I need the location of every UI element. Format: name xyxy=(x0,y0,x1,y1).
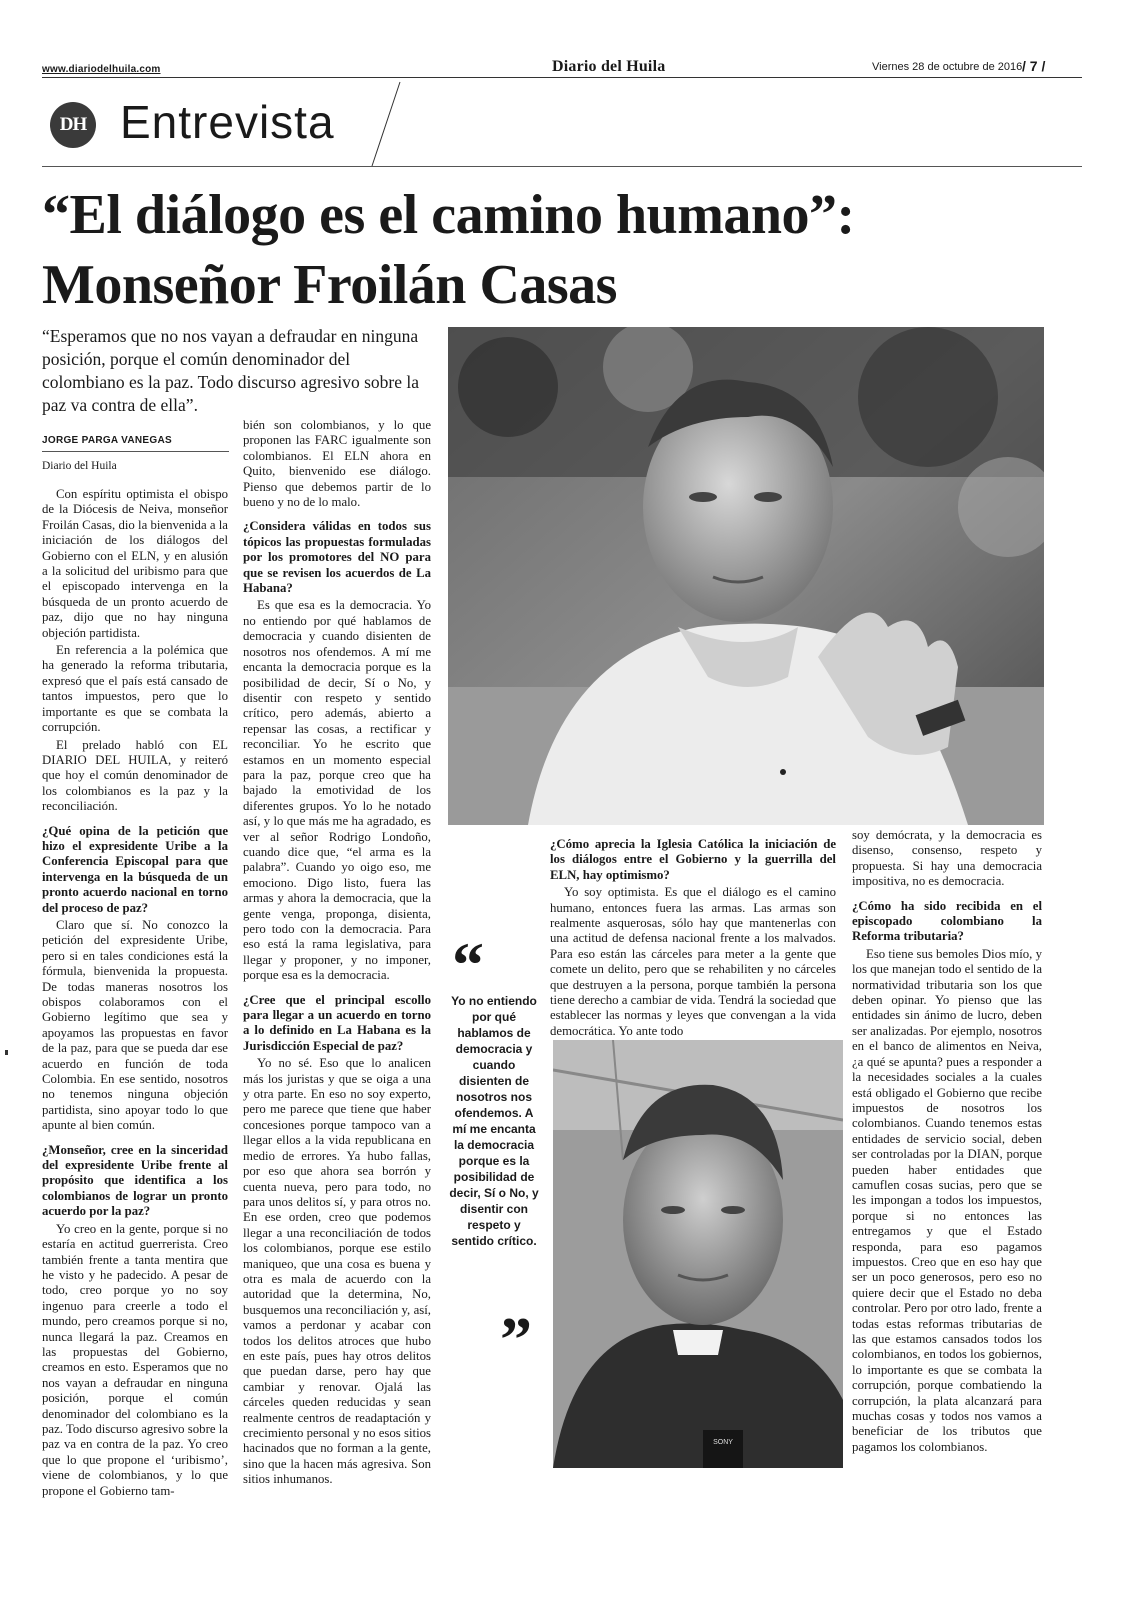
section-slash-decoration xyxy=(368,80,408,170)
pullquote-open-mark: “ xyxy=(452,929,484,1000)
article-column-3 xyxy=(550,828,836,1041)
source-credit: Diario del Huila xyxy=(42,460,117,472)
section-rule xyxy=(42,166,1082,167)
article-column-1 xyxy=(42,487,228,1501)
article-column-2 xyxy=(243,418,431,1490)
pullquote-close-mark: ” xyxy=(500,1304,532,1375)
portrait-photo-secondary xyxy=(553,1040,843,1468)
standfirst: “Esperamos que no nos vayan a defraudar en ninguna posición, porque el común denominador del colombiano es la paz. Todo discurso agresivo sobre la paz va contra de ella”. xyxy=(42,326,420,415)
headline xyxy=(42,180,1092,320)
interview-question: ¿Cree que el principal escollo para llegar a un acuerdo en torno a lo definido en La Habana es la Jurisdicción Especial de paz? xyxy=(243,992,431,1053)
issue-date: Viernes 28 de octubre de 2016 xyxy=(872,61,1023,73)
continued-paragraph: bién son colombianos, y lo que proponen las FARC igualmente son colombianos. El ELN ahora en Quito, bienvenido ese diálogo. Pienso que debemos partir de lo bueno y no de lo malo. xyxy=(243,418,431,510)
pullquote-text: Yo no entiendo por qué hablamos de democracia y cuando disienten de nosotros nos ofendemos. A mí me encanta la democracia porque es la posibilidad de decir, Sí o No, y disentir con respeto y sentido crítico. xyxy=(449,994,539,1248)
byline-rule xyxy=(42,451,229,452)
body-paragraph: Con espíritu optimista el obispo de la Diócesis de Neiva, monseñor Froilán Casas, dio la bienvenida a la iniciación de los diálogos del Gobierno con el ELN, y en alusión a la solicitud del uribismo para que el episcopado intervenga en la búsqueda de un pronto acuerdo de paz, dijo que no hay ninguna objeción partidista. xyxy=(42,487,228,640)
interview-question: ¿Monseñor, cree en la sinceridad del expresidente Uribe frente al propósito que identifica a los colombianos de lograr un pronto acuerdo por la paz? xyxy=(42,1142,228,1219)
body-paragraph: Es que esa es la democracia. Yo no entiendo por qué hablamos de democracia y cuando disienten de nosotros nos ofendemos. A mí me encanta la democracia porque es la posibilidad de decir, Sí o No, y disentir con respeto y sentido crítico, pero además, abierto a repensar las cosas, a rectificar y reconciliar. Yo he escrito que estamos en un momento especial para la paz, porque creo que ha bajado la emotividad de los diferentes grupos. Yo lo he notado así, y lo que más me ha agradado, es ver al señor Rodrigo Londoño, cuando dice que, “el arma es la palabra”. Cuando yo oigo eso, me emociono. Digo listo, fuera las armas y ahora la democracia, que la gente venga, proponga, disienta, pero todo con la democracia. Para eso está la rama legislativa, para llegar y proponer, y no imponer, porque esa es la democracia. xyxy=(243,598,431,983)
body-paragraph: Yo creo en la gente, porque si no estaría en actitud guerrerista. Creo también frente a tanta mentira que he visto y he padecido. A pesar de todo, creo porque yo no soy ingenuo para creerle a todo el mundo, pero creamos porque si no, nunca llegará la paz. Creamos en las propuestas del Gobierno, creamos en esto. Esperamos que no nos vayan a defraudar en ninguna posición, porque el común denominador del colombiano es la paz. Todo discurso agresivo sobre la paz va en contra de la paz. Yo creo que lo que propone el ‘uribismo’, viene de colombianos, y lo que propone el Gobierno tam- xyxy=(42,1221,228,1498)
body-paragraph: Claro que sí. No conozco la petición del expresidente Uribe, pero si en tales condiciones está la fórmula, bienvenida la propuesta. De todas maneras nosotros los obispos colaboramos con el Gobierno legítimo que sea y apoyamos las propuestas en favor de la paz, para que se pueda dar ese acuerdo en función de toda Colombia. En ese sentido, nosotros no tenemos ninguna objeción partidista, sino apoyar todo lo que apunte al bien común. xyxy=(42,917,228,1133)
portrait-photo-main xyxy=(448,327,1044,825)
newspaper-name: Diario del Huila xyxy=(552,58,666,75)
body-paragraph: En referencia a la polémica que ha generado la reforma tributaria, expresó que el país está cansado de tantos impuestos, pero que lo importante es que se combata la corrupción. xyxy=(42,643,228,735)
camera-brand: SONY xyxy=(713,1439,733,1446)
section-title: Entrevista xyxy=(120,96,335,148)
site-url[interactable]: www.diariodelhuila.com xyxy=(42,64,161,75)
headline-line-1: “El diálogo es el camino humano”: xyxy=(42,184,855,246)
body-paragraph: Eso tiene sus bemoles Dios mío, y los que manejan todo el sentido de la normatividad tributaria son los que deben opinar. Yo pienso que las entidades sin ánimo de lucro, deben ser analizadas. Por ejemplo, nosotros en el banco de alimentos en Neiva, ¿a qué se apunta? pues a responder a la necesidades sociales a la cuales está obligado el Gobierno que recibe impuestos de nosotros los colombianos. Cuando tenemos estas entidades de servicio social, deben ser controladas por la DIAN, porque pueden haber entidades que camuflen cosas sucias, pero que se les impongan a todos los impuestos, porque si no entonces las entregamos y que el Estado responda, para eso pagamos impuestos. Creo que en eso hay que ser un poco generosos, pero eso no quiere decir que el Estado no deba controlar. Pero por otro lado, frente a todas estas reformas tributarias de las que estamos cansados todos los colombianos, en todos los gobiernos, lo importante es que se combata la corrupción, porque combatiendo la corrupción, la plata alcanzará para muchas cosas y todos nos vamos a beneficiar de los tributos que pagamos los colombianos. xyxy=(852,946,1042,1454)
body-paragraph: Yo soy optimista. Es que el diálogo es el camino humano, entonces fuera las armas. Las armas son realmente asquerosas, sólo hay que mantenerlas con una actitud de defensa nacional frente a los malvados. Para eso están las cárceles para meter a la gente que comete un delito, pero que se rehabiliten y no cárceles que destruyen a la persona, porque también la persona tiene derecho a cambiar de vida. Tendrá la sociedad que establecer las normas y leyes que convengan a la vida democrática. Yo ante todo xyxy=(550,885,836,1038)
byline: JORGE PARGA VANEGAS xyxy=(42,435,172,446)
interview-question: ¿Considera válidas en todos sus tópicos las propuestas formuladas por los promotores del NO para que se revisen los acuerdos de La Habana? xyxy=(243,519,431,596)
interview-question: ¿Cómo aprecia la Iglesia Católica la iniciación de los diálogos entre el Gobierno y la guerrilla del ELN, hay optimismo? xyxy=(550,837,836,882)
interview-question: ¿Qué opina de la petición que hizo el expresidente Uribe a la Conferencia Episcopal para que intervenga en la búsqueda de un pronto acuerdo nacional en torno del proceso de paz? xyxy=(42,823,228,915)
masthead-rule xyxy=(42,77,1082,78)
dh-logo-icon: DH xyxy=(50,102,96,148)
body-paragraph: Yo no sé. Eso que lo analicen más los juristas y que se oiga a una y otra parte. En eso no soy experto, pero me parece que tiene que haber concesiones porque tampoco van a llegar ellos a la vida republicana en medio de errores. Ya hubo fallas, por eso que ahora sea borrón y cuenta nueva, pero para todo, no para unos delitos sí, y para otros no. En ese orden, creo que podemos llegar a una reconciliación de todos los colombianos, porque ese estilo maniqueo, que una cosa es buena y otra es mala de acuerdo con la autoridad que la determina, No, busquemos una reconciliación y, así, vamos a perdonar y acabar con todos los delitos atroces que hubo en este país, pues hay otros delitos que puedan darse, pero hay que cambiar y renovar. Ojalá las cárceles queden reducidas y sean realmente centros de readaptación y crecimiento personal y no esos sitios hacinados que no forman a la gente, sino que la hacen más agresiva. Son sitios inhumanos. xyxy=(243,1056,432,1487)
interview-question: ¿Cómo ha sido recibida en el episcopado colombiano la Reforma tributaria? xyxy=(852,898,1042,944)
headline-line-2: Monseñor Froilán Casas xyxy=(42,254,617,316)
page-number: / 7 / xyxy=(1022,58,1046,74)
body-paragraph: El prelado habló con EL DIARIO DEL HUILA, y reiteró que hoy el común denominador de los colombianos es la paz y la reconciliación. xyxy=(42,737,228,814)
article-column-4 xyxy=(852,828,1042,1457)
continued-paragraph: soy demócrata, y la democracia es disenso, consenso, respeto y propuesta. Si hay una democracia impositiva, no es democracia. xyxy=(852,828,1042,889)
margin-mark xyxy=(5,1050,8,1055)
